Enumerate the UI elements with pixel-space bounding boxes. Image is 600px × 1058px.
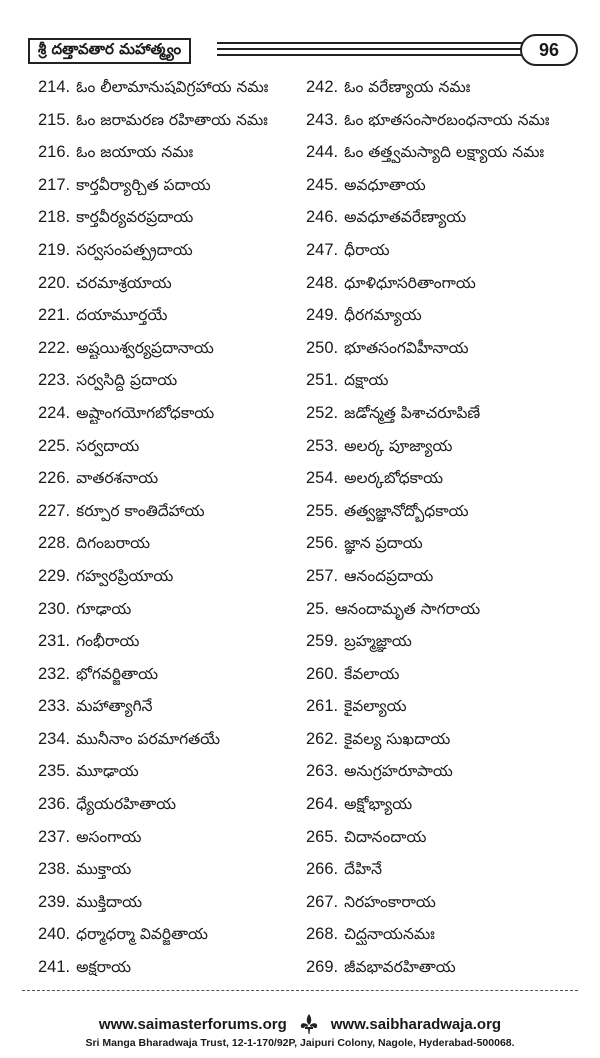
list-row [0, 695, 600, 728]
list-item-left [38, 532, 303, 554]
list-row [0, 728, 600, 761]
list-row [0, 402, 600, 435]
list-item-left [38, 891, 303, 913]
list-item-left [38, 728, 303, 750]
item-number: 234. [38, 729, 71, 748]
item-number: 247. [306, 240, 339, 259]
list-item-right [306, 532, 592, 554]
list-item-left [38, 826, 303, 848]
list-item-right [306, 500, 592, 522]
list-item-right [306, 728, 592, 750]
footer-address: Sri Manga Bharadwaja Trust, 12-1-170/92P, Jaipuri Colony, Nagole, Hyderabad-500068. [85, 1037, 515, 1049]
item-number: 232. [38, 664, 71, 683]
item-name: చిద్ఘనాయనమః [344, 925, 435, 944]
item-name: గంభీరాయ [76, 632, 140, 651]
item-name: నిరహంకారాయ [344, 892, 436, 911]
footer-divider [22, 990, 578, 991]
item-name: చిదానందాయ [344, 827, 427, 846]
list-item-right [306, 337, 592, 359]
list-item-right [306, 663, 592, 685]
item-name: భూతసంగవిహీనాయ [344, 338, 469, 357]
item-number: 216. [38, 143, 71, 162]
names-list [0, 76, 600, 989]
list-row [0, 109, 600, 142]
item-number: 244. [306, 143, 339, 162]
list-row [0, 369, 600, 402]
item-number: 215. [38, 110, 71, 129]
item-name: ఓం జరామరణ రహితాయ నమః [76, 110, 268, 129]
list-row [0, 141, 600, 174]
list-item-left [38, 337, 303, 359]
list-row [0, 304, 600, 337]
item-number: 220. [38, 273, 71, 292]
item-name: ముక్తాయ [76, 860, 132, 879]
list-item-right [306, 206, 592, 228]
list-row [0, 663, 600, 696]
item-name: ఓం తత్త్వమస్యాది లక్ష్యాయ నమః [344, 143, 545, 162]
list-item-left [38, 369, 303, 391]
item-name: గహ్వరప్రియాయ [76, 566, 174, 585]
item-number: 245. [306, 175, 339, 194]
list-item-left [38, 304, 303, 326]
item-number: 263. [306, 762, 339, 781]
list-item-right [306, 891, 592, 913]
item-number: 229. [38, 566, 71, 585]
item-number: 251. [306, 371, 339, 390]
list-item-left [38, 500, 303, 522]
list-item-left [38, 630, 303, 652]
item-number: 225. [38, 436, 71, 455]
item-name: కర్పూర కాంతిదేహాయ [76, 501, 205, 520]
item-number: 253. [306, 436, 339, 455]
item-number: 235. [38, 762, 71, 781]
item-number: 265. [306, 827, 339, 846]
list-row [0, 532, 600, 565]
item-name: ధూళిధూసరితాంగాయ [344, 273, 476, 292]
item-name: అలర్కబోధకాయ [344, 469, 444, 488]
list-row [0, 598, 600, 631]
page-number: 96 [520, 34, 578, 66]
list-item-left [38, 174, 303, 196]
list-row [0, 435, 600, 468]
list-item-left [38, 109, 303, 131]
list-item-right [306, 598, 592, 620]
list-row [0, 500, 600, 533]
item-number: 222. [38, 338, 71, 357]
item-name: వాతరశనాయ [76, 469, 159, 488]
list-row [0, 565, 600, 598]
list-row [0, 272, 600, 305]
item-number: 257. [306, 566, 339, 585]
item-number: 241. [38, 958, 71, 977]
item-number: 246. [306, 208, 339, 227]
item-name: అనుగ్రహరూపాయ [344, 762, 453, 781]
item-number: 250. [306, 338, 339, 357]
item-number: 269. [306, 958, 339, 977]
list-item-right [306, 304, 592, 326]
item-name: ఓం లీలామానుషవిగ్రహాయ నమః [76, 78, 269, 96]
header-rule [217, 48, 547, 50]
list-item-right [306, 76, 592, 98]
list-item-right [306, 435, 592, 457]
item-name: దేహినే [344, 860, 382, 879]
list-item-right [306, 109, 592, 131]
list-row [0, 337, 600, 370]
item-number: 228. [38, 534, 71, 553]
list-item-right [306, 174, 592, 196]
item-name: కేవలాయ [344, 664, 400, 683]
item-name: అక్షోభ్యాయ [344, 795, 413, 814]
item-number: 259. [306, 632, 339, 651]
list-item-left [38, 435, 303, 457]
list-row [0, 891, 600, 924]
header-rule [217, 42, 547, 44]
list-item-left [38, 956, 303, 978]
item-number: 243. [306, 110, 339, 129]
list-item-right [306, 272, 592, 294]
item-number: 255. [306, 501, 339, 520]
item-number: 249. [306, 306, 339, 325]
list-row [0, 630, 600, 663]
item-name: ధీరగమ్యాయ [344, 306, 422, 325]
list-item-left [38, 923, 303, 945]
item-name: కైవల్య సుఖదాయ [344, 729, 451, 748]
item-number: 218. [38, 208, 71, 227]
item-name: ఆనందామృత సాగరాయ [334, 599, 481, 618]
list-row [0, 206, 600, 239]
item-number: 266. [306, 860, 339, 879]
item-name: సర్వసిద్ధి ప్రదాయ [76, 371, 178, 390]
item-name: మూఢాయ [76, 762, 139, 781]
item-number: 256. [306, 534, 339, 553]
item-number: 237. [38, 827, 71, 846]
item-name: జీవభావరహితాయ [344, 958, 456, 977]
item-number: 248. [306, 273, 339, 292]
item-number: 233. [38, 697, 71, 716]
list-item-left [38, 695, 303, 717]
list-item-left [38, 239, 303, 261]
item-number: 221. [38, 306, 71, 325]
list-item-right [306, 760, 592, 782]
list-item-right [306, 467, 592, 489]
item-name: మహాత్యాగినే [76, 697, 153, 716]
item-name: అక్షరాయ [76, 958, 132, 977]
item-number: 231. [38, 632, 71, 651]
item-name: మునీనాం పరమాగతయే [76, 729, 221, 748]
header-rule [217, 54, 547, 56]
item-name: కైవల్యాయ [344, 697, 407, 716]
item-name: ధీరాయ [344, 240, 390, 259]
footer-url-right[interactable]: www.saibharadwaja.org [330, 1015, 502, 1033]
item-number: 236. [38, 795, 71, 814]
list-item-right [306, 695, 592, 717]
list-row [0, 467, 600, 500]
list-row [0, 793, 600, 826]
item-number: 214. [38, 78, 71, 96]
item-number: 224. [38, 403, 71, 422]
page-footer [0, 1012, 600, 1049]
item-number: 227. [38, 501, 71, 520]
item-number: 219. [38, 240, 71, 259]
item-number: 226. [38, 469, 71, 488]
list-item-right [306, 239, 592, 261]
list-row [0, 76, 600, 109]
list-item-left [38, 467, 303, 489]
item-number: 217. [38, 175, 71, 194]
list-item-right [306, 565, 592, 587]
item-number: 230. [38, 599, 71, 618]
item-number: 268. [306, 925, 339, 944]
item-name: బ్రహ్మజ్ఞాయ [344, 632, 412, 651]
book-title: శ్రీ దత్తావతార మహాత్మ్యం [28, 38, 191, 64]
list-item-left [38, 402, 303, 424]
item-number: 25. [306, 599, 329, 618]
item-name: అలర్క పూజ్యాయ [344, 436, 453, 455]
item-name: గూఢాయ [76, 599, 132, 618]
item-name: కార్తవీర్యార్చిత పదాయ [76, 175, 211, 194]
fleur-de-lis-icon [297, 1012, 321, 1036]
item-number: 239. [38, 892, 71, 911]
list-row [0, 174, 600, 207]
item-number: 260. [306, 664, 339, 683]
list-item-right [306, 826, 592, 848]
item-name: భోగవర్జితాయ [76, 664, 158, 683]
item-name: చరమాశ్రయాయ [76, 273, 172, 292]
item-name: ఆనందప్రదాయ [344, 566, 434, 585]
item-name: ధర్మాధర్మా వివర్జితాయ [76, 925, 208, 944]
list-item-left [38, 206, 303, 228]
item-name: సర్వదాయ [76, 436, 140, 455]
item-number: 267. [306, 892, 339, 911]
item-name: కార్తవీర్యవరప్రదాయ [76, 208, 194, 227]
item-name: అసంగాయ [76, 827, 142, 846]
footer-url-left[interactable]: www.saimasterforums.org [98, 1015, 287, 1033]
item-name: అవధూతాయ [344, 175, 426, 194]
item-number: 242. [306, 78, 339, 96]
item-name: ముక్తిదాయ [76, 892, 143, 911]
item-number: 223. [38, 371, 71, 390]
item-name: జ్ఞాన ప్రదాయ [344, 534, 423, 553]
item-name: అష్టాంగయోగబోధకాయ [76, 403, 215, 422]
item-name: సర్వసంపత్ప్రదాయ [76, 240, 193, 259]
list-item-right [306, 141, 592, 163]
list-item-left [38, 858, 303, 880]
item-name: అష్టయిశ్వర్యప్రదానాయ [76, 338, 214, 357]
list-row [0, 239, 600, 272]
list-item-left [38, 272, 303, 294]
item-name: దిగంబరాయ [76, 534, 151, 553]
item-name: ఓం భూతసంసారబంధనాయ నమః [344, 110, 550, 129]
item-name: దక్షాయ [344, 371, 389, 390]
list-item-left [38, 598, 303, 620]
list-item-right [306, 369, 592, 391]
page-header [22, 38, 578, 62]
item-name: అవధూతవరేణ్యాయ [344, 208, 467, 227]
list-item-left [38, 663, 303, 685]
list-item-right [306, 630, 592, 652]
item-number: 264. [306, 795, 339, 814]
list-item-right [306, 956, 592, 978]
item-number: 254. [306, 469, 339, 488]
list-row [0, 858, 600, 891]
list-item-right [306, 402, 592, 424]
list-item-left [38, 76, 303, 98]
item-name: ఓం వరేణ్యాయ నమః [344, 78, 471, 96]
list-item-left [38, 565, 303, 587]
item-name: దయామూర్తయే [76, 306, 168, 325]
item-number: 262. [306, 729, 339, 748]
item-number: 238. [38, 860, 71, 879]
list-row [0, 923, 600, 956]
list-row [0, 826, 600, 859]
list-item-left [38, 141, 303, 163]
list-item-right [306, 793, 592, 815]
item-number: 261. [306, 697, 339, 716]
list-item-left [38, 793, 303, 815]
list-item-right [306, 858, 592, 880]
item-name: ఓం జయాయ నమః [76, 143, 194, 162]
item-name: జడోన్మత్త పిశాచరూపిణే [344, 403, 481, 422]
item-name: ధ్యేయరహితాయ [76, 795, 177, 814]
list-row [0, 760, 600, 793]
item-number: 252. [306, 403, 339, 422]
item-name: తత్వజ్ఞానోద్బోధకాయ [344, 501, 469, 520]
list-item-right [306, 923, 592, 945]
item-number: 240. [38, 925, 71, 944]
list-row [0, 956, 600, 989]
list-item-left [38, 760, 303, 782]
